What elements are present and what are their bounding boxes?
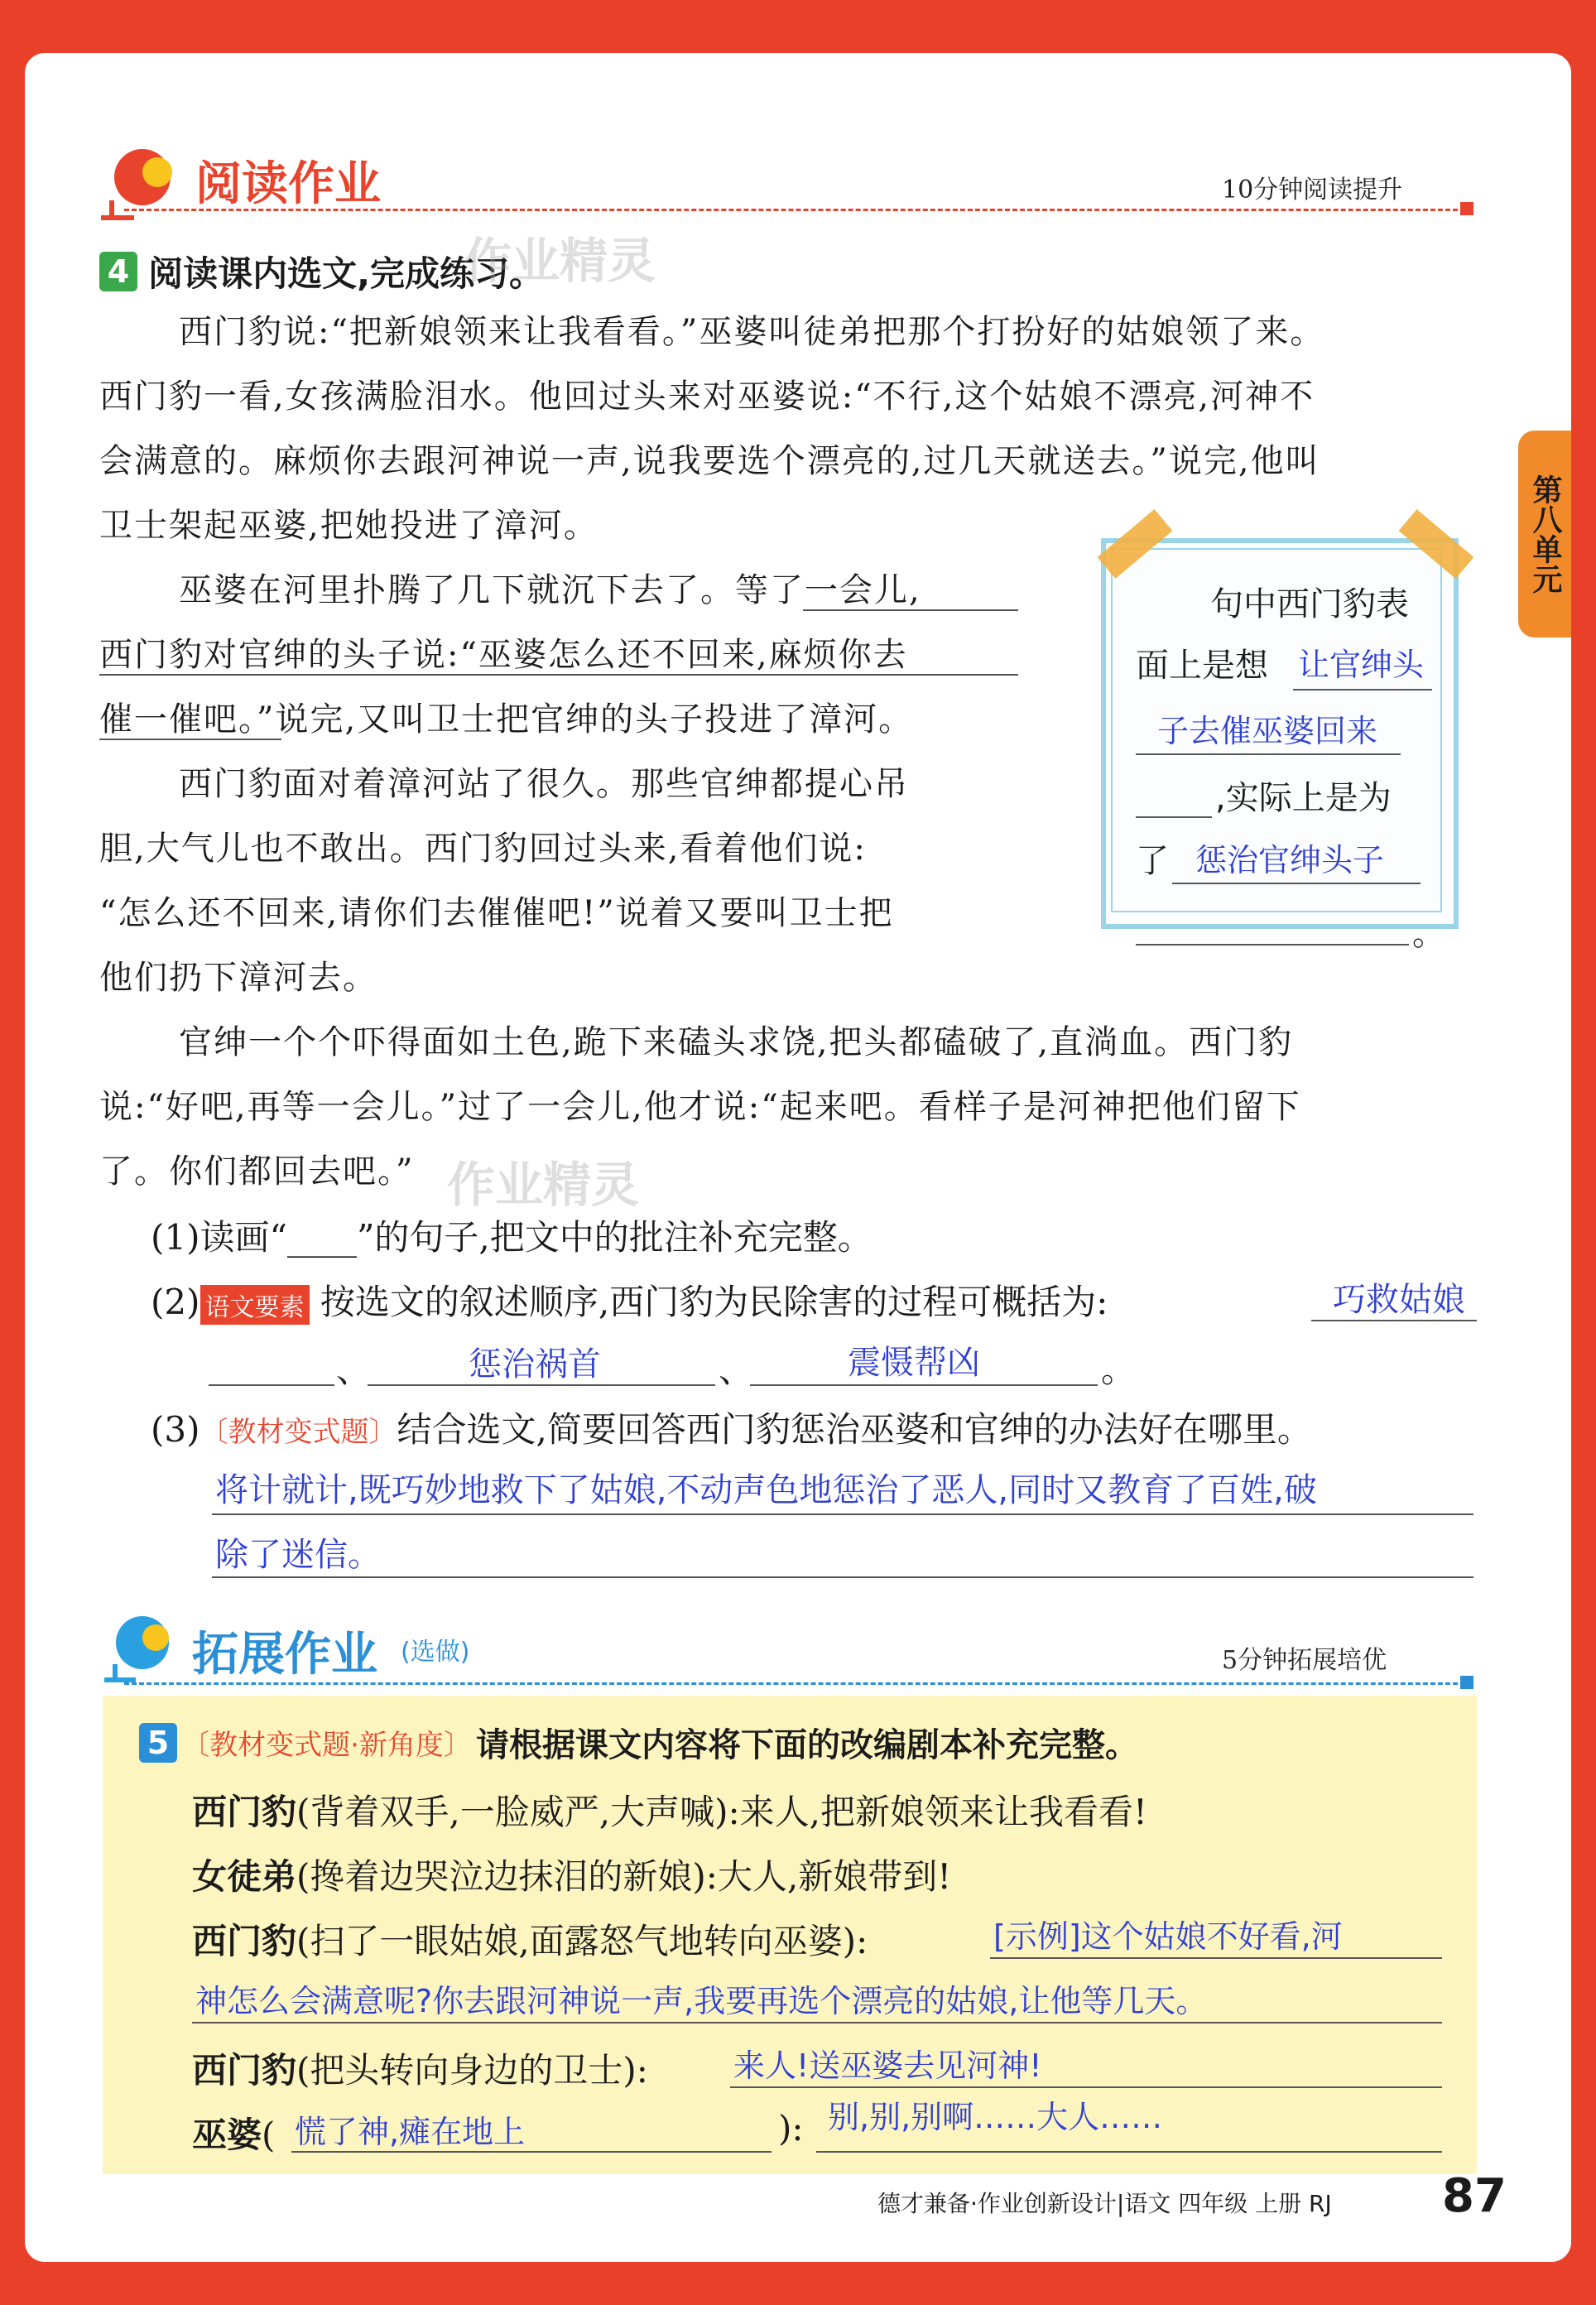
question-text: 请根据课文内容将下面的改编剧本补充完整。 (476, 1726, 1138, 1764)
section-divider (124, 1682, 1465, 1685)
answer-2-1: 巧救姑娘 (1333, 1281, 1465, 1319)
script-line (192, 1914, 868, 1964)
section-subtitle-extension: 5分钟拓展培优 (1222, 1646, 1387, 1675)
answer-script: 别,别,别啊……大人…… (828, 2099, 1163, 2135)
note-text: ,实际上是为 (1215, 779, 1392, 817)
note-text: 了 (1136, 842, 1169, 880)
note-text: 。 (1412, 915, 1445, 953)
lamp-icon (96, 1610, 187, 1684)
tag-language-element: 语文要素 (200, 1285, 310, 1325)
script-line (192, 1850, 951, 1899)
question-1: (1)读画“____”的句子,把文中的批注补充完整。 (151, 1217, 873, 1258)
answer-line (1136, 753, 1401, 755)
answer-line (368, 1384, 715, 1386)
speaker: 西门豹 (192, 2050, 297, 2091)
passage-line: 西门豹面对着漳河站了很久。那些官绅都提心吊 (179, 765, 909, 803)
passage-line: 卫士架起巫婆,把她投进了漳河。 (99, 507, 598, 545)
note-text: 句中西门豹表 (1210, 585, 1409, 623)
answer-line (1311, 1320, 1477, 1321)
line-text: (搀着边哭泣边抹泪的新娘):大人,新娘带到! (296, 1856, 952, 1897)
answer-line (1293, 689, 1432, 691)
passage-line: 官绅一个个吓得面如土色,跪下来磕头求饶,把头都磕破了,直淌血。西门豹 (179, 1023, 1294, 1061)
speaker: 巫婆 (192, 2115, 262, 2155)
line-text: ( (262, 2115, 276, 2155)
answer-line (212, 1513, 1473, 1515)
answer-line (212, 1576, 1473, 1578)
answer-line (291, 2151, 772, 2153)
answer-line (816, 2151, 1442, 2153)
note-answer: 让官绅头 (1298, 647, 1425, 683)
question-number: 4 (99, 252, 137, 291)
passage-line: 说:“好吧,再等一会儿。”过了一会儿,他才说:“起来吧。看样子是河神把他们留下 (99, 1088, 1301, 1126)
answer-line (1136, 944, 1409, 946)
sentence-underline (99, 739, 281, 740)
page-border-right (1571, 0, 1596, 2305)
optional-tag: (选做) (401, 1638, 470, 1667)
line-text: (把头转向身边的卫士): (296, 2050, 648, 2091)
passage-line: 了。你们都回去吧。” (99, 1152, 415, 1191)
line-text: (背着双手,一脸威严,大声喊):来人,把新娘领来让我看看! (296, 1792, 1147, 1832)
passage-line: “怎么还不回来,请你们去催催吧!”说着又要叫卫士把 (99, 894, 894, 932)
question-text: 阅读课内选文,完成练习。 (148, 253, 545, 294)
answer-line (730, 2086, 1442, 2088)
divider-end-mark (1460, 1676, 1473, 1689)
answer-line (209, 1384, 334, 1386)
tag-textbook-variant: 〔教材变式题〕 (200, 1416, 397, 1449)
watermark: 作业精灵 (447, 1157, 640, 1213)
answer-2-3: 震慑帮凶 (848, 1344, 980, 1382)
answer-script: 神怎么会满意呢?你去跟河神说一声,我要再选个漂亮的姑娘,让他等几天。 (195, 1983, 1208, 2019)
script-line (192, 1785, 1147, 1835)
question-2-number: (2) (151, 1282, 200, 1322)
passage-line: 西门豹对官绅的头子说:“巫婆怎么还不回来,麻烦你去 (99, 636, 908, 674)
note-text: 面上是想 (1136, 647, 1268, 685)
question-5-title (139, 1719, 1138, 1766)
separator: 、 (719, 1350, 754, 1390)
answer-line (750, 1384, 1098, 1386)
speaker: 女徒弟 (192, 1856, 297, 1897)
script-line (192, 2043, 648, 2093)
section-subtitle-reading: 10分钟阅读提升 (1222, 176, 1403, 205)
page-border-left (0, 0, 25, 2305)
page-number: 87 (1442, 2169, 1507, 2223)
passage-line: 会满意的。麻烦你去跟河神说一声,说我要选个漂亮的,过几天就送去。”说完,他叫 (99, 442, 1320, 480)
answer-3-line: 将计就计,既巧妙地救下了姑娘,不动声色地惩治了恶人,同时又教育了百姓,破 (215, 1471, 1317, 1509)
speaker: 西门豹 (192, 1921, 297, 1961)
sentence-underline (803, 609, 1018, 611)
watermark: 作业精灵 (464, 233, 656, 289)
answer-2-2: 惩治祸首 (469, 1345, 601, 1383)
note-answer: 惩治官绅头子 (1195, 842, 1385, 878)
answer-script: [示例]这个姑娘不好看,河 (993, 1918, 1343, 1955)
line-text: (扫了一眼姑娘,面露怒气地转向巫婆): (296, 1921, 868, 1961)
passage-line: 他们扔下漳河去。 (99, 959, 377, 997)
passage-line: 西门豹一看,女孩满脸泪水。他回过头来对巫婆说:“不行,这个姑娘不漂亮,河神不 (99, 378, 1315, 416)
footer-text: 德才兼备·作业创新设计|语文 四年级 上册 RJ (877, 2190, 1332, 2217)
section-title-reading: 阅读作业 (195, 157, 381, 211)
speaker: 西门豹 (192, 1792, 297, 1832)
passage-line: 催一催吧。”说完,又叫卫士把官绅的头子投进了漳河。 (99, 700, 914, 739)
answer-line (990, 1957, 1442, 1959)
sentence-underline (99, 674, 1018, 676)
note-answer: 子去催巫婆回来 (1157, 713, 1378, 749)
passage-line: 西门豹说:“把新娘领来让我看看。”巫婆叫徒弟把那个打扮好的姑娘领了来。 (179, 313, 1325, 351)
separator: 、 (336, 1350, 372, 1390)
period: 。 (1101, 1350, 1137, 1390)
answer-script: 慌了神,瘫在地上 (295, 2114, 526, 2150)
unit-tab: 第八单元 (1518, 431, 1571, 638)
question-number: 5 (139, 1723, 177, 1763)
passage-line: 胆,大气儿也不敢出。西门豹回过头来,看着他们说: (99, 830, 867, 868)
question-3-text: 结合选文,简要回答西门豹惩治巫婆和官绅的办法好在哪里。 (397, 1409, 1312, 1450)
answer-3-line: 除了迷信。 (215, 1536, 381, 1574)
script-line: ): (778, 2108, 804, 2149)
answer-line (192, 2022, 1442, 2023)
question-2-text: 按选文的叙述顺序,西门豹为民除害的过程可概括为: (320, 1282, 1108, 1322)
question-2 (151, 1275, 1108, 1325)
question-3-number: (3) (151, 1409, 200, 1450)
section-divider (124, 209, 1465, 211)
answer-line (1172, 883, 1421, 884)
script-line (192, 2108, 275, 2158)
divider-end-mark (1460, 202, 1473, 215)
answer-line (1136, 816, 1212, 818)
question-3 (151, 1403, 1312, 1452)
passage-line: 巫婆在河里扑腾了几下就沉下去了。等了一会儿, (179, 571, 921, 609)
tag-textbook-variant: 〔教材变式题·新角度〕 (181, 1729, 472, 1762)
answer-script: 来人!送巫婆去见河神! (733, 2048, 1042, 2084)
section-title-extension: 拓展作业 (192, 1628, 377, 1682)
